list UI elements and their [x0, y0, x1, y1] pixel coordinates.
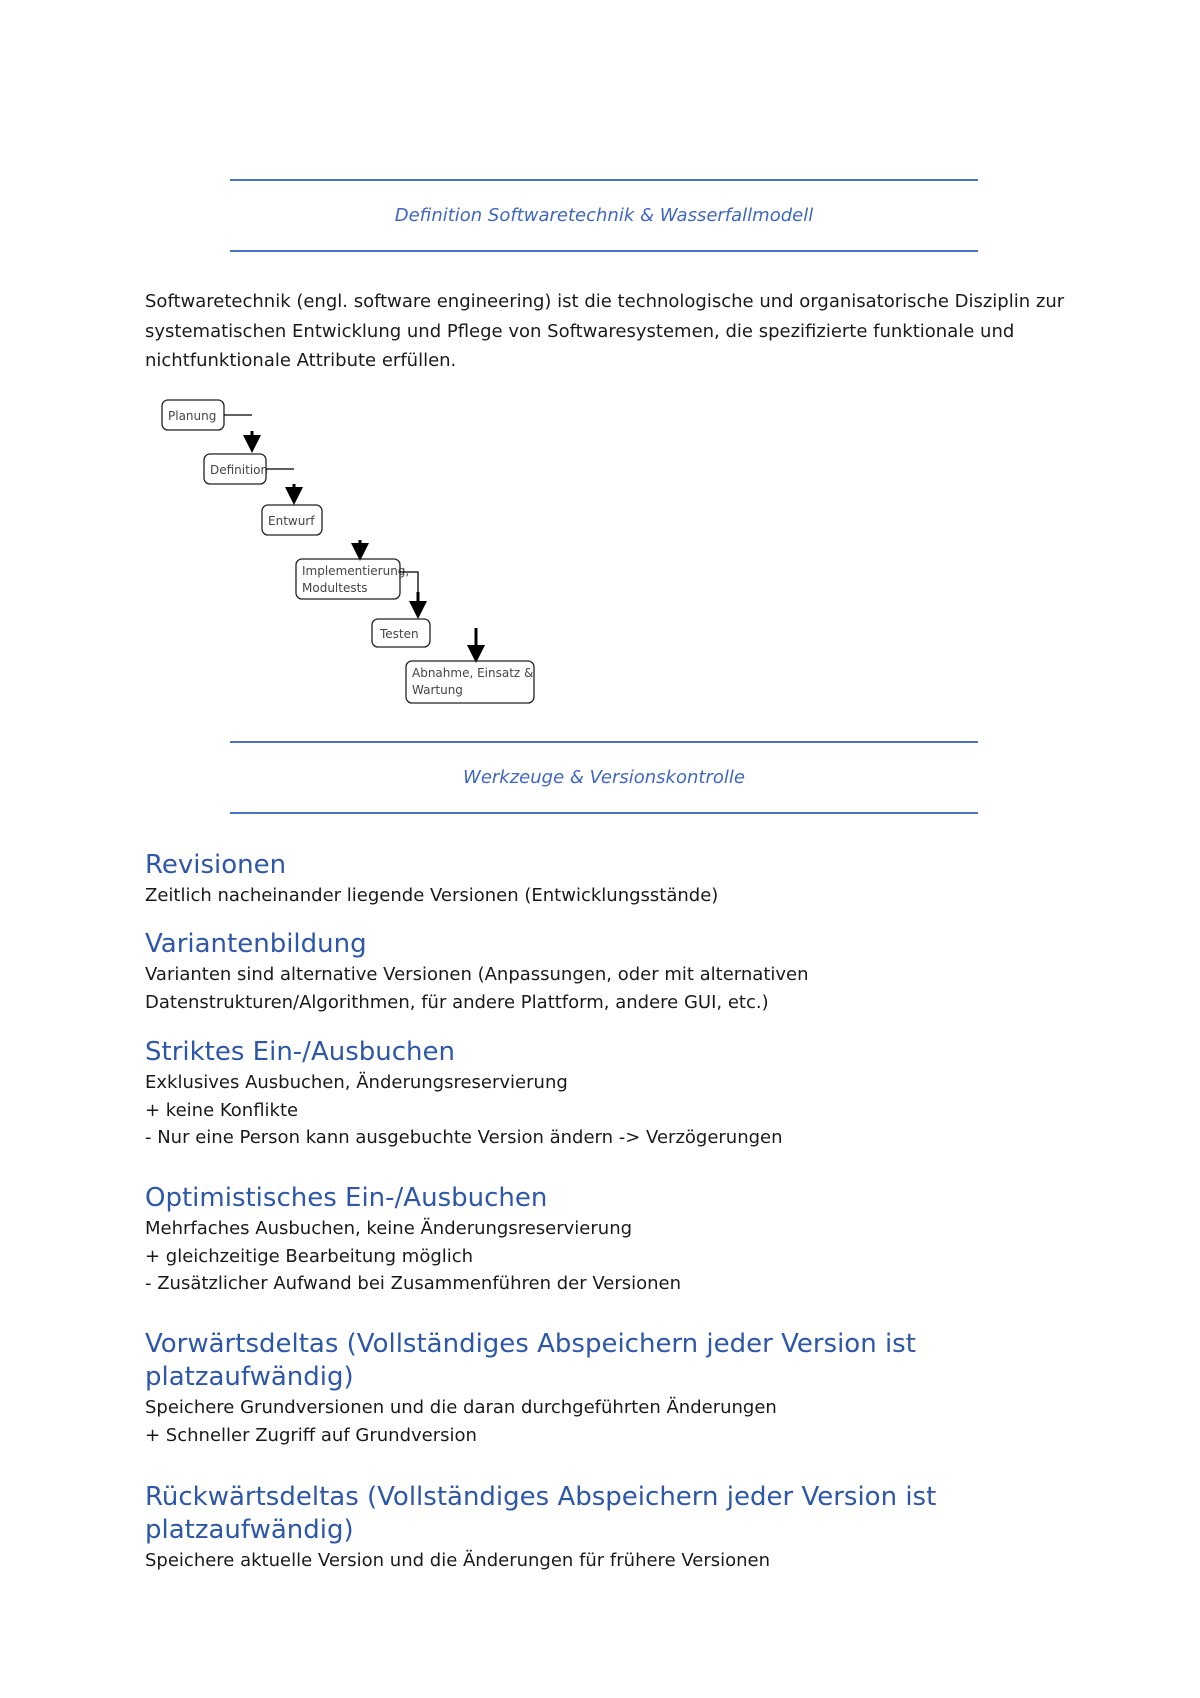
quote-rule-bottom [230, 250, 978, 252]
diagram-step-implementierung [296, 559, 409, 599]
quote-block-definition [230, 179, 978, 252]
section-heading-line1: Rückwärtsdeltas (Vollständiges Abspeichern jeder Version ist [145, 1482, 937, 1512]
diagram-step-entwurf [262, 505, 322, 535]
section-text: Zeitlich nacheinander liegende Versionen (Entwicklungsstände) [145, 885, 719, 906]
section-text: Varianten sind alternative Versionen (Anpassungen, oder mit alternativen [145, 964, 809, 985]
quote-rule-top [230, 179, 978, 181]
section-heading-line1: Vorwärtsdeltas (Vollständiges Abspeichern jeder Version ist [145, 1329, 916, 1359]
diagram-step-testen [372, 619, 430, 647]
section-heading: Optimistisches Ein-/Ausbuchen [145, 1183, 548, 1213]
section-heading: Striktes Ein-/Ausbuchen [145, 1037, 455, 1067]
quote-title: Definition Softwaretechnik & Wasserfallmodell [394, 205, 814, 226]
section-text: - Nur eine Person kann ausgebuchte Version ändern -> Verzögerungen [145, 1127, 783, 1148]
section-heading: Revisionen [145, 850, 287, 880]
quote-rule-top [230, 741, 978, 743]
section-optimistisches-ein-ausbuchen [145, 1182, 1075, 1298]
section-text: Exklusives Ausbuchen, Änderungsreservierung [145, 1072, 568, 1093]
step-label-line1: Abnahme, Einsatz & [412, 666, 534, 680]
section-text: - Zusätzlicher Aufwand bei Zusammenführen der Versionen [145, 1273, 682, 1294]
diagram-step-abnahme [406, 661, 534, 703]
step-label: Definition [210, 463, 269, 477]
section-text: Speichere aktuelle Version und die Änderungen für frühere Versionen [145, 1550, 771, 1571]
section-rueckwaertsdeltas [145, 1481, 1075, 1575]
section-text: Mehrfaches Ausbuchen, keine Änderungsreservierung [145, 1218, 633, 1239]
intro-paragraph: Softwaretechnik (engl. software engineering) ist die technologische und organisatorische Disziplin zur systematischen Entwicklung und Pflege von Softwaresystemen, die spezifizierte funktionale und nichtfunktionale Attribute erfüllen. [145, 291, 1065, 371]
quote-block-werkzeuge [230, 741, 978, 814]
section-text: Datenstrukturen/Algorithmen, für andere Plattform, andere GUI, etc.) [145, 991, 769, 1013]
section-vorwaertsdeltas [145, 1328, 1075, 1449]
section-text: + gleichzeitige Bearbeitung möglich [145, 1245, 474, 1267]
step-label: Entwurf [268, 514, 315, 528]
section-text: Speichere Grundversionen und die daran durchgeführten Änderungen [145, 1397, 777, 1418]
section-heading-line2: platzaufwändig) [145, 1515, 354, 1545]
step-label-line2: Wartung [412, 683, 463, 697]
section-striktes-ein-ausbuchen [145, 1036, 1075, 1152]
section-variantenbildung [145, 928, 1075, 1016]
section-text: + Schneller Zugriff auf Grundversion [145, 1424, 477, 1446]
step-label: Testen [380, 627, 419, 641]
section-heading-line2: platzaufwändig) [145, 1362, 354, 1392]
step-label-line2: Modultests [302, 581, 368, 595]
section-text: + keine Konflikte [145, 1099, 299, 1121]
diagram-step-planung [162, 400, 224, 430]
quote-title: Werkzeuge & Versionskontrolle [463, 767, 745, 788]
section-heading: Variantenbildung [145, 929, 367, 959]
step-label: Planung [168, 409, 217, 423]
quote-rule-bottom [230, 812, 978, 814]
diagram-step-definition [204, 454, 268, 484]
section-revisionen [145, 849, 1075, 910]
waterfall-diagram [150, 392, 550, 712]
step-label-line1: Implementierung, [302, 564, 410, 578]
